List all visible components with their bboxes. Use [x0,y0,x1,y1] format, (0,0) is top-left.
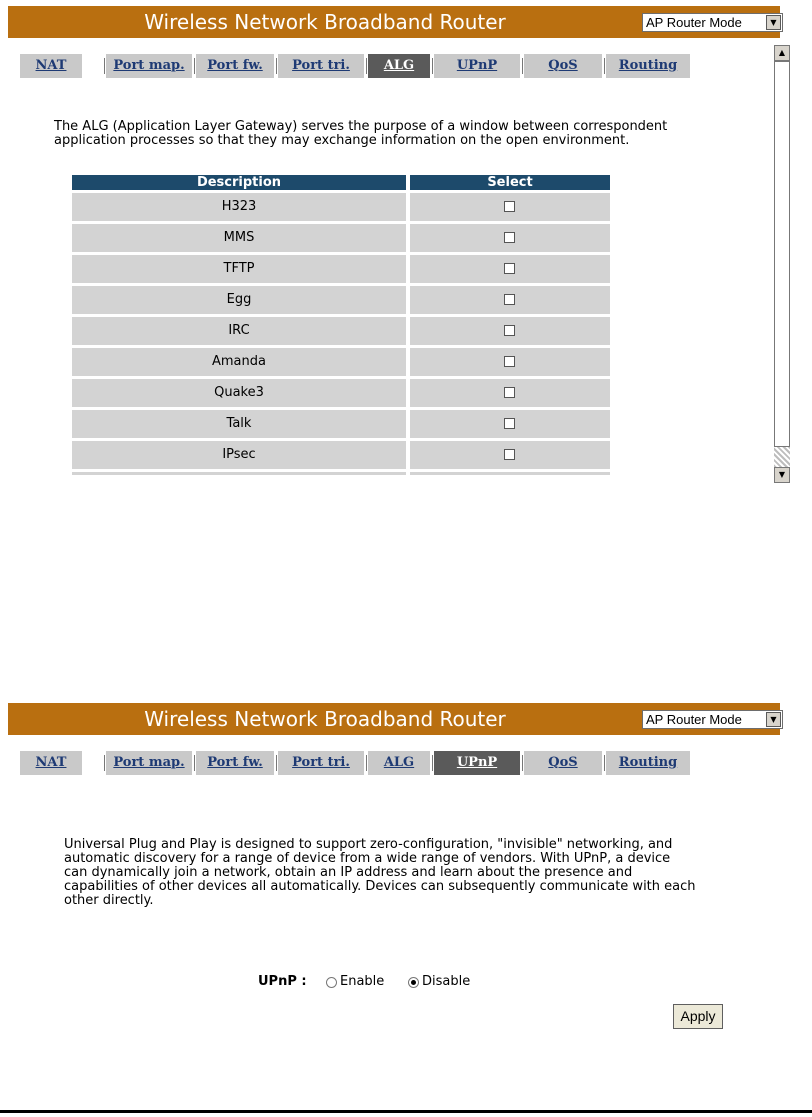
alg-name: Quake3 [72,379,406,407]
tab-port-tri[interactable]: Port tri. [278,751,364,775]
alg-name: MMS [72,224,406,252]
tab-nat[interactable]: NAT [20,54,82,78]
upnp-description-line: automatic discovery for a range of device from a wide range of vendors. With UPnP, a device [64,851,671,866]
mode-select[interactable] [642,13,783,32]
router-title: Wireless Network Broadband Router [144,707,506,731]
upnp-description-line: other directly. [64,893,154,908]
tab-separator [366,755,367,771]
table-row [72,472,610,475]
scrollbar[interactable] [774,45,790,483]
upnp-enable-radio[interactable] [326,977,337,988]
tab-alg[interactable]: ALG [368,54,430,78]
upnp-disable-radio[interactable] [408,977,419,988]
alg-select-cell [410,410,610,438]
alg-name: TFTP [72,255,406,283]
mode-select[interactable] [642,710,783,729]
alg-select-cell [410,441,610,469]
upnp-disable-label[interactable]: Disable [422,974,471,989]
tab-separator [604,58,605,74]
tab-bar [20,751,708,775]
tab-routing[interactable]: Routing [606,54,690,78]
scroll-up-icon[interactable]: ▲ [774,45,790,61]
alg-name: Amanda [72,348,406,376]
column-header-select: Select [410,175,610,190]
tab-alg[interactable]: ALG [368,751,430,775]
alg-name: IRC [72,317,406,345]
alg-checkbox[interactable] [504,356,515,367]
tab-separator [604,755,605,771]
tab-qos[interactable]: QoS [524,54,602,78]
alg-checkbox[interactable] [504,232,515,243]
upnp-description [64,838,764,908]
scrollbar-track[interactable] [774,447,790,467]
tab-port-map[interactable]: Port map. [106,54,192,78]
table-cell [410,472,610,475]
tab-separator [276,58,277,74]
tab-port-fw[interactable]: Port fw. [196,751,274,775]
table-row [72,317,610,345]
table-row [72,193,610,221]
alg-checkbox[interactable] [504,325,515,336]
upnp-description-line: can dynamically join a network, obtain an IP address and learn about the presence and [64,865,633,880]
tab-upnp[interactable]: UPnP [434,54,520,78]
tab-separator [104,755,105,771]
alg-panel [0,0,812,490]
tab-separator [432,755,433,771]
tab-separator [366,58,367,74]
alg-description [54,120,754,148]
router-title: Wireless Network Broadband Router [144,10,506,34]
alg-checkbox[interactable] [504,263,515,274]
alg-select-cell [410,255,610,283]
divider [0,1110,812,1113]
upnp-description-line: capabilities of other devices all automatically. Devices can subsequently communicate with each [64,879,696,894]
alg-description-line: The ALG (Application Layer Gateway) serves the purpose of a window between correspondent [54,119,668,134]
tab-separator [522,58,523,74]
chevron-down-icon[interactable]: ▼ [766,712,781,727]
scroll-down-icon[interactable]: ▼ [774,467,790,483]
mode-value: AP Router Mode [646,15,742,30]
table-row [72,255,610,283]
alg-name: Talk [72,410,406,438]
table-row [72,441,610,469]
alg-select-cell [410,379,610,407]
alg-select-cell [410,193,610,221]
chevron-down-icon[interactable]: ▼ [766,15,781,30]
mode-value: AP Router Mode [646,712,742,727]
alg-select-cell [410,348,610,376]
header-banner [8,6,780,38]
alg-description-line: application processes so that they may exchange information on the open environment. [54,133,630,148]
alg-select-cell [410,224,610,252]
header-banner [8,703,780,735]
scrollbar-thumb[interactable] [774,61,790,447]
tab-separator [104,58,105,74]
tab-separator [194,58,195,74]
tab-upnp[interactable]: UPnP [434,751,520,775]
table-row [72,286,610,314]
table-row [72,348,610,376]
tab-separator [194,755,195,771]
tab-port-tri[interactable]: Port tri. [278,54,364,78]
table-cell [72,472,406,475]
alg-checkbox[interactable] [504,294,515,305]
tab-nat[interactable]: NAT [20,751,82,775]
tab-separator [522,755,523,771]
alg-select-cell [410,286,610,314]
tab-qos[interactable]: QoS [524,751,602,775]
column-header-description: Description [72,175,406,190]
upnp-label: UPnP : [258,974,307,989]
apply-button[interactable]: Apply [673,1004,723,1029]
tab-routing[interactable]: Routing [606,751,690,775]
alg-name: H323 [72,193,406,221]
alg-checkbox[interactable] [504,418,515,429]
alg-checkbox[interactable] [504,449,515,460]
tab-bar [20,54,708,78]
alg-name: Egg [72,286,406,314]
table-row [72,379,610,407]
alg-name: IPsec [72,441,406,469]
tab-separator [432,58,433,74]
table-row [72,224,610,252]
upnp-description-line: Universal Plug and Play is designed to support zero-configuration, "invisible" networking, and [64,837,673,852]
alg-select-cell [410,317,610,345]
upnp-enable-label[interactable]: Enable [340,974,385,989]
table-row [72,410,610,438]
alg-checkbox[interactable] [504,387,515,398]
alg-checkbox[interactable] [504,201,515,212]
tab-separator [276,755,277,771]
tab-port-fw[interactable]: Port fw. [196,54,274,78]
tab-port-map[interactable]: Port map. [106,751,192,775]
